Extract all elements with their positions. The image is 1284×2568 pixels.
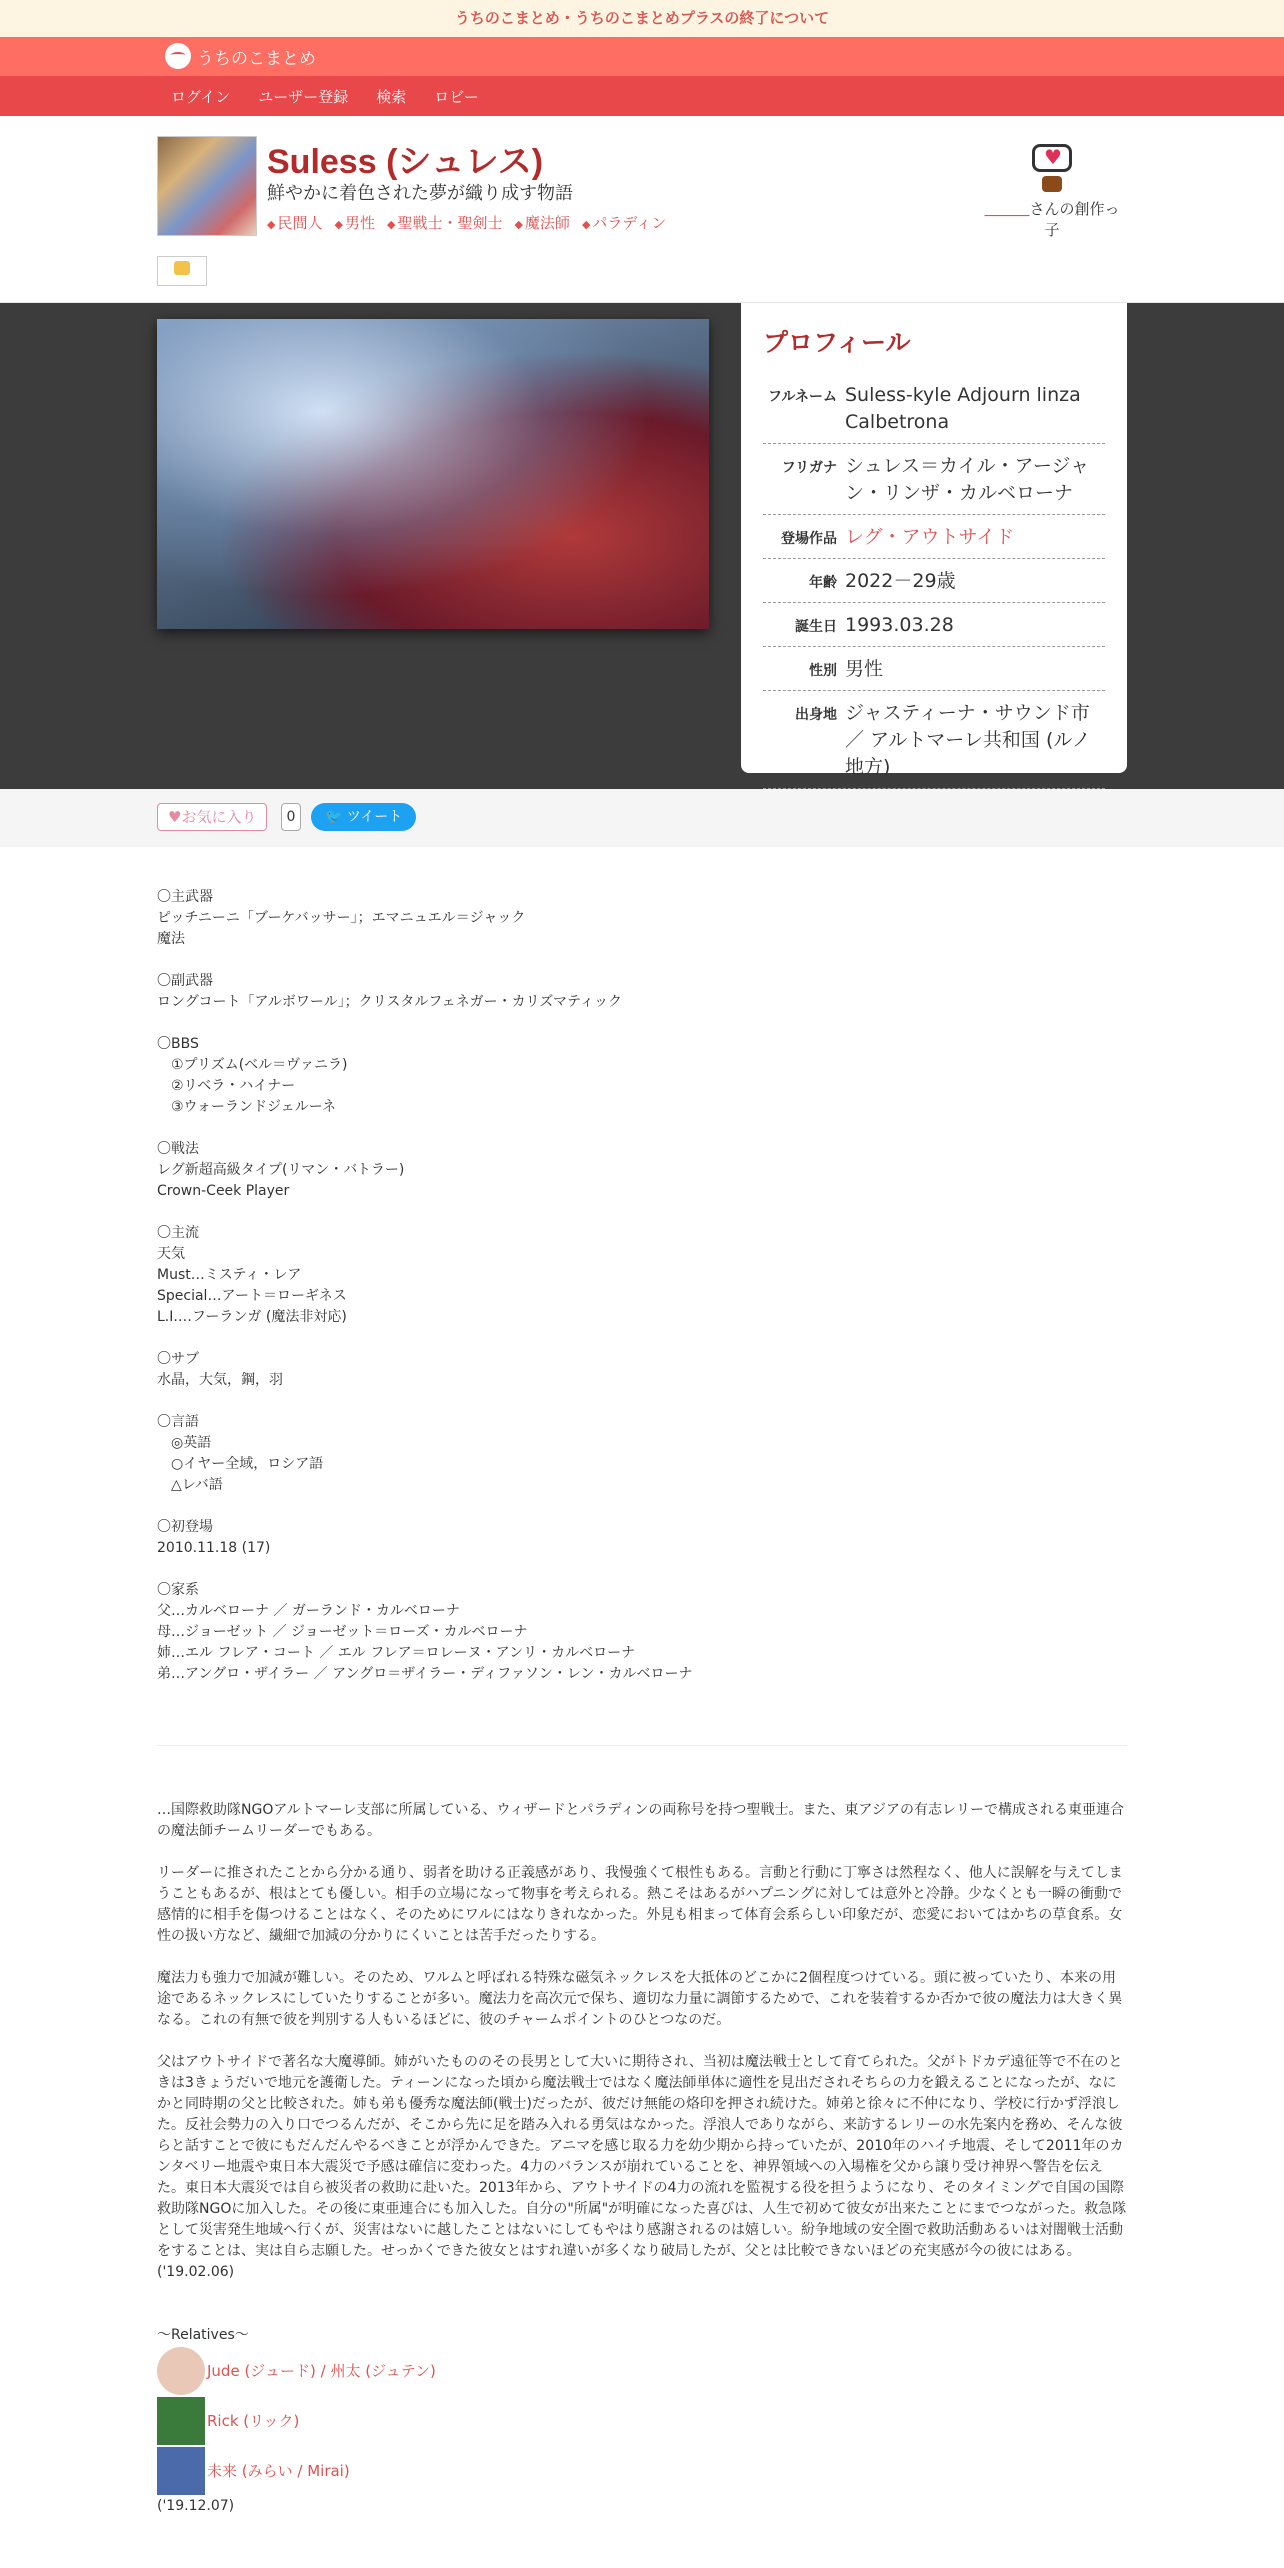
profile-value: 2022－29歳 [845,570,956,592]
spec-line: 魔法 [157,931,185,947]
spec-line: Special…アート＝ローギネス [157,1288,347,1304]
profile-row-work [763,515,1105,559]
relative-item [157,2446,1127,2496]
spacer [157,950,1127,971]
profile-key: 年齢 [809,575,837,591]
spacer [157,1013,1127,1034]
spec-line: レグ新超高級タイプ(リマン・バトラー) [157,1162,405,1178]
spec-line: 〇主武器 [157,889,213,905]
profile-title: プロフィール [763,329,911,357]
profile-key: 出身地 [795,707,837,723]
character-name: Suless (シュレス) [267,143,544,181]
tweet-button[interactable] [311,803,416,831]
relative-link[interactable]: 未来 (みらい / Mirai) [207,2461,350,2480]
profile-value: ジャスティーナ・サウンド市 ／ アルトマーレ共和国 (ルノ地方) [845,702,1091,778]
gallery-thumbnail[interactable] [157,256,207,286]
spec-list [157,887,1127,1685]
profile-key: 性別 [809,663,837,679]
nav-bar [0,76,1284,116]
paragraph: リーダーに推されたことから分かる通り、弱者を助ける正義感があり、我慢強くて根性もある。言動と行動に丁寧さは然程なく、他人に誤解を与えてしまうこともあるが、根はとても優しい。相手の立場になって物事を考えられる。熱こそはあるがハプニングに対しては意外と冷静。少なくとも一瞬の衝動で感情的に相手を傷つけることはなく、そのためにワルにはなりきれなかった。外見も相まって体育会系らしい印象だが、恋愛においてはかちの草食系。女性の扱い方など、繊細で加減の分かりにくいことは苦手だったりする。 [157,1865,1123,1944]
relative-link[interactable]: Rick (リック) [207,2411,300,2430]
spec-line: 〇家系 [157,1582,199,1598]
spec-line: 弟…アングロ・ザイラー ／ アングロ＝ザイラー・ディファソン・レン・カルベローナ [157,1666,693,1682]
tag-list [267,212,666,233]
creator-box [977,144,1127,240]
spacer [157,1559,1127,1580]
profile-row-birthplace [763,691,1105,789]
spec-line: 〇言語 [157,1414,199,1430]
spacer [157,1328,1127,1349]
nav-register[interactable]: ユーザー登録 [258,87,349,106]
relative-avatar[interactable] [157,2347,205,2395]
spec-line: ロングコート「アルボワール」；クリスタルフェネガー・カリズマティック [157,994,622,1010]
spec-line: Crown-Ceek Player [157,1183,290,1199]
main-illustration[interactable] [157,319,709,629]
character-header [0,116,1284,303]
tag-item[interactable]: ◆ 魔法師 [514,212,569,233]
divider [157,1745,1127,1746]
spec-line: 〇戦法 [157,1141,199,1157]
spec-line: 2010.11.18 (17) [157,1540,271,1556]
spacer [157,1496,1127,1517]
tag-item[interactable]: ◆ 聖戦士・聖剣士 [387,212,502,233]
heart-bubble-icon [1032,144,1072,172]
description [157,847,1127,2517]
spec-line: 母…ジョーゼット ／ ジョーゼット＝ローズ・カルベローナ [157,1624,528,1640]
spec-line: ②リベラ・ハイナー [157,1078,296,1094]
nav-search[interactable]: 検索 [376,87,407,106]
spec-line: ピッチニーニ「ブーケバッサー」；エマニュエル＝ジャック [157,910,526,926]
spec-line: ◎英語 [157,1435,212,1451]
spec-line: 水晶，大気，鋼，羽 [157,1372,283,1388]
creator-avatar[interactable] [1030,144,1074,194]
dog-icon [1042,176,1062,192]
action-bar [0,789,1284,847]
favorite-button[interactable] [157,803,267,831]
relative-avatar[interactable] [157,2397,205,2445]
paragraph: 父はアウトサイドで著名な大魔導師。姉がいたもののその長男として大いに期待され、当初は魔法戦士として育てられた。父がトドカデ遠征等で不在のときは3きょうだいで地元を護衛した。ティーンになった頃から魔法戦士ではなく魔法師単体に適性を見出だされそちらの力を鍛えることになったが、なにかと同時期の父と比較された。姉も弟も優秀な魔法師(戦士)だったが、彼だけ無能の烙印を押され続けた。姉弟と徐々に不仲になり、学校に行かず浮浪した。反社会勢力の入り口でつるんだが、そこから先に足を踏み入れる勇気はなかった。浮浪人でありながら、来訪するレリーの水先案内を務め、そんな彼らと話すことで彼にもだんだんやるべきことが浮かんできた。アニマを感じ取る力を幼少期から持っていたが、2010年のハイチ地震、そして2011年のカンタベリー地震や東日本大震災で予感は確信に変わった。4力のバランスが崩れていることを、神界領域への入場権を父から譲り受け神界へ警告を伝えた。東日本大震災では自ら被災者の救助に赴いた。2013年から、アウトサイドの4力の流れを監視する役を担うようになり、そのタイミングで自国の国際救助隊NGOに加入した。その後に東亜連合にも加入した。自分の"所属"が明確になった喜びは、人生で初めて彼女が出来たことにまでつながった。救急隊として災害発生地域へ行くが、災害はないに越したことはないにしてもやはり感謝されるのは嬉しい。紛争地域の安全圏で救助活動あるいは対闇戦士活動をすることは、実は自ら志願した。せっかくできた彼女とはすれ違いが多くなり破局したが、父とは比較できないほどの充実感が今の彼にはある。 ('19.02.06) [157,2054,1127,2280]
nav-login[interactable]: ログイン [171,87,231,106]
twitter-bird-icon: 🐦 [325,809,347,825]
spec-line: Must…ミスティ・レア [157,1267,302,1283]
profile-key: 登場作品 [781,531,837,547]
notice-banner[interactable]: うちのこまとめ・うちのこまとめプラスの終了について [0,0,1284,37]
relative-item [157,2396,1127,2446]
profile-value: 男性 [845,658,884,680]
profile-row-fullname [763,373,1105,444]
spec-line: 〇主流 [157,1225,199,1241]
relatives-title: ～Relatives～ [157,2327,249,2343]
spec-line: 父…カルベローナ ／ ガーランド・カルベローナ [157,1603,460,1619]
creator-name[interactable]: ＿＿＿ [984,200,1030,218]
spec-line: ①プリズム(ベル＝ヴァニラ) [157,1057,348,1073]
spec-line: 〇サブ [157,1351,199,1367]
paragraph: …国際救助隊NGOアルトマーレ支部に所属している、ウィザードとパラディンの両称号を持つ聖戦士。また、東アジアの有志レリーで構成される東亜連合の魔法師チームリーダーでもある。 [157,1802,1124,1839]
relative-item [157,2346,1127,2396]
tag-item[interactable]: ◆ 民間人 [267,212,322,233]
brand-name: うちのこまとめ [197,48,316,69]
profile-value: 1993.03.28 [845,614,954,636]
spec-line: 〇BBS [157,1036,199,1052]
brand-bar [0,37,1284,76]
profile-key: 誕生日 [795,619,837,635]
profile-row-age [763,559,1105,603]
creator-suffix: さんの創作っ子 [1029,200,1120,239]
profile-card [741,303,1127,778]
spec-line: △レバ語 [157,1477,223,1493]
tweet-label: ツイート [346,809,403,825]
profile-value: シュレス＝カイル・アージャン・リンザ・カルベローナ [845,455,1090,504]
brand-link[interactable] [165,43,316,69]
spec-line: ③ウォーランドジェルーネ [157,1099,337,1115]
profile-row-furigana [763,444,1105,515]
relative-link[interactable]: Jude (ジュード) / 州太 (ジュテン) [207,2361,436,2380]
character-tagline: 鮮やかに着色された夢が織り成す物語 [267,183,573,204]
favorite-label: お気に入り [181,808,257,826]
favorite-count: 0 [281,803,301,831]
paragraph: 魔法力も強力で加減が難しい。そのため、ワルムと呼ばれる特殊な磁気ネックレスを大抵体のどこかに2個程度つけている。頭に被っていたり、本来の用途であるネックレスにしていたりすることが多い。魔法力を高次元で保ち、適切な力量に調節するためで、これを装着するか否かで彼の魔法力は大きく異なる。これの有無で彼を判別する人もいるほどに、彼のチャームポイントのひとつなのだ。 [157,1970,1123,2028]
spec-line: 姉…エル フレア・コート ／ エル フレア＝ロレーヌ・アンリ・カルベローナ [157,1645,636,1661]
work-link[interactable]: レグ・アウトサイド [845,526,1015,548]
profile-key: フルネーム [767,389,837,405]
character-avatar[interactable] [157,136,257,236]
spec-line: L.I.…フーランガ (魔法非対応) [157,1309,347,1325]
spec-line: 天気 [157,1246,185,1262]
creator-caption [977,198,1127,240]
relatives-date: ('19.12.07) [157,2498,235,2514]
relative-avatar[interactable] [157,2447,205,2495]
spacer [157,1202,1127,1223]
profile-key: フリガナ [781,460,837,476]
nav-lobby[interactable]: ロビー [434,87,479,106]
spec-line: 〇初登場 [157,1519,213,1535]
profile-row-birthday [763,603,1105,647]
spec-line: 〇副武器 [157,973,213,989]
brand-logo-icon [165,43,191,69]
spacer [157,1118,1127,1139]
spacer [157,1391,1127,1412]
main-panel [0,303,1284,789]
heart-icon: ♥ [168,808,182,826]
profile-value: Suless-kyle Adjourn linza Calbetrona [845,384,1081,433]
spec-line: ○イヤー全域，ロシア語 [157,1456,324,1472]
tag-item[interactable]: ◆ パラディン [582,212,666,233]
tag-item[interactable]: ◆ 男性 [334,212,374,233]
profile-row-gender [763,647,1105,691]
